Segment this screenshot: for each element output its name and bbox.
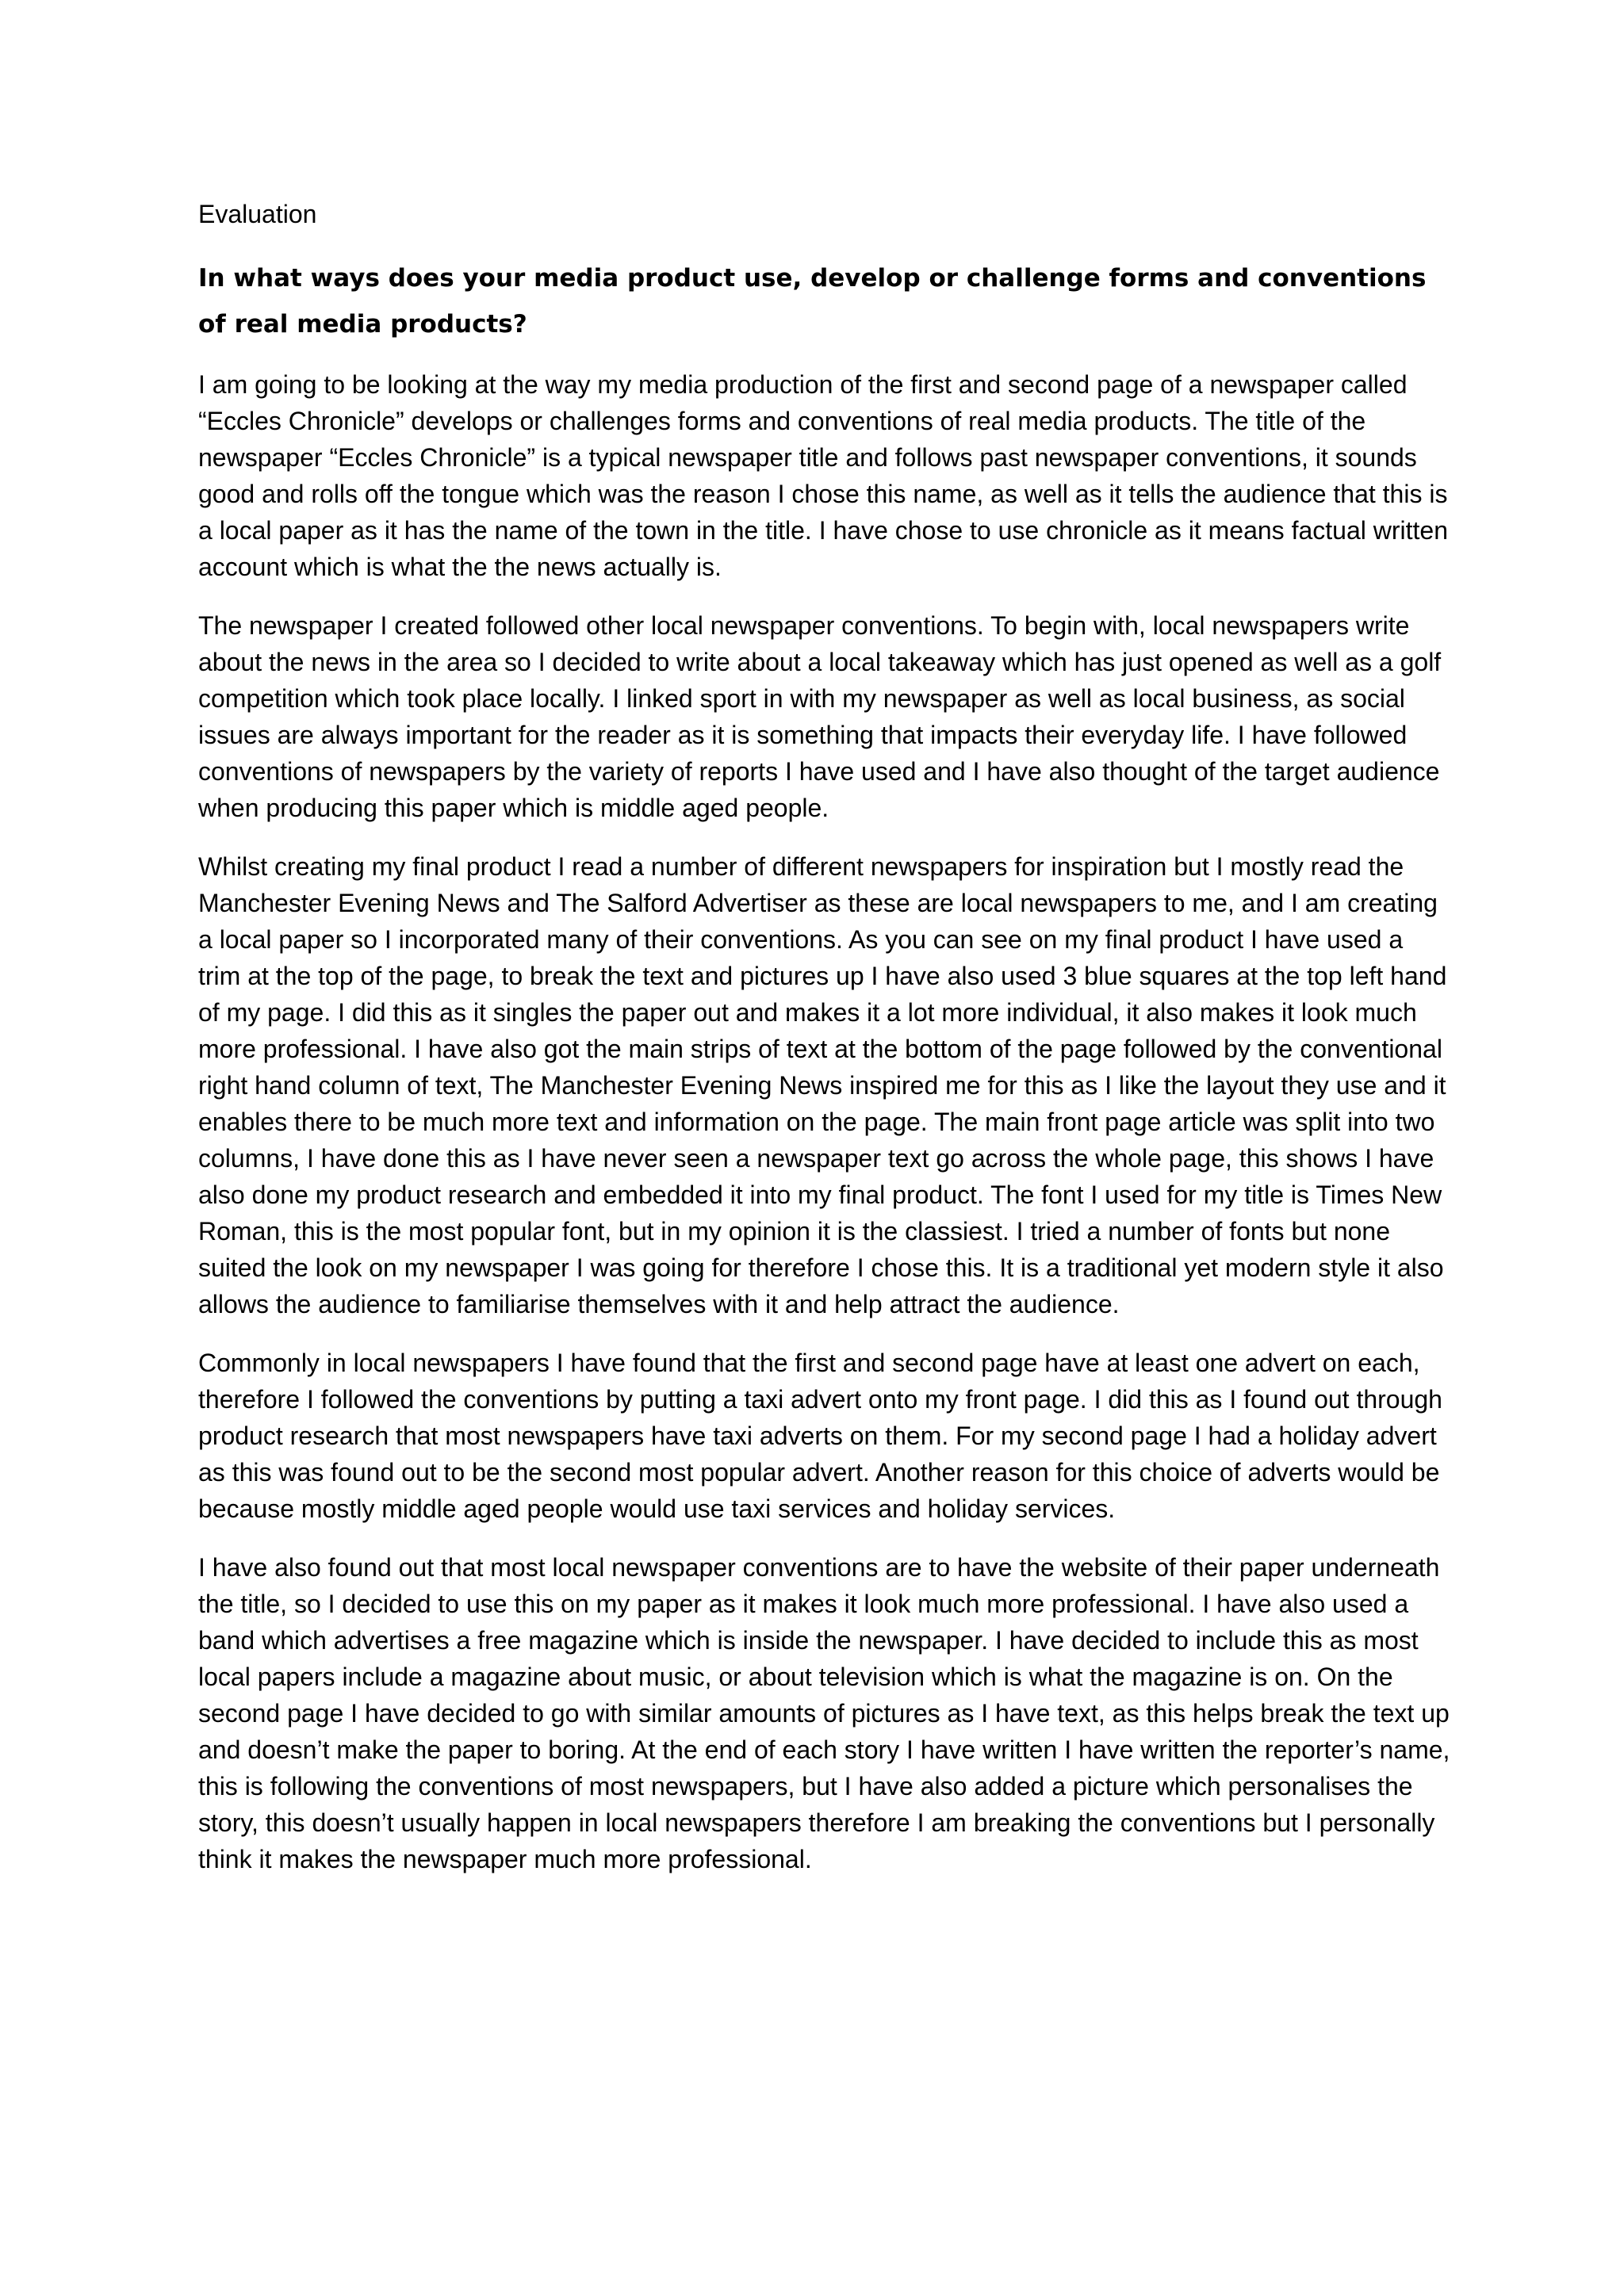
paragraph-2: The newspaper I created followed other local newspaper conventions. To begin with, local newspapers write about the news in the area so I decided to write about a local takeaway which has just opened as well as a golf competition which took place locally. I linked sport in with my newspaper as well as local business, as social issues are always important for the reader as it is something that impacts their everyday life. I have followed conventions of newspapers by the variety of reports I have used and I have also thought of the target audience when producing this paper which is middle aged people. [198, 611, 1442, 822]
paragraph-1: I am going to be looking at the way my media production of the first and second page of a newspaper called “Eccles Chronicle” develops or challenges forms and conventions of real media products. The title of the newspaper “Eccles Chronicle” is a typical newspaper title and follows past newspaper conventions, it sounds good and rolls off the tongue which was the reason I chose this name, as well as it tells the audience that this is a local paper as it has the name of the town in the title. I have chose to use chronicle as it means factual written account which is what the the news actually is. [198, 370, 1448, 581]
document-page [198, 197, 1451, 1900]
paragraph-5: I have also found out that most local newspaper conventions are to have the website of their paper underneath the title, so I decided to use this on my paper as it makes it look much more professional. I have also used a band which advertises a free magazine which is inside the newspaper. I have decided to include this as most local papers include a magazine about music, or about television which is what the magazine is on. On the second page I have decided to go with similar amounts of pictures as I have text, as this helps break the text up and doesn’t make the paper to boring. At the end of each story I have written I have written the reporter’s name, this is following the conventions of most newspapers, but I have also added a picture which personalises the story, this doesn’t usually happen in local newspapers therefore I am breaking the conventions but I personally think it makes the newspaper much more professional. [198, 1553, 1450, 1873]
document-label: Evaluation [198, 200, 317, 228]
paragraph-3: Whilst creating my final product I read a number of different newspapers for inspiration but I mostly read the Manchester Evening News and The Salford Advertiser as these are local newspapers to me, and I am creating a local paper so I incorporated many of their conventions. As you can see on my final product I have used a trim at the top of the page, to break the text and pictures up I have also used 3 blue squares at the top left hand of my page. I did this as it singles the paper out and makes it a lot more individual, it also makes it look much more professional. I have also got the main strips of text at the bottom of the page followed by the conventional right hand column of text, The Manchester Evening News inspired me for this as I like the layout they use and it enables there to be much more text and information on the page. The main front page article was split into two columns, I have done this as I have never seen a newspaper text go across the whole page, this shows I have also done my product research and embedded it into my final product. The font I used for my title is Times New Roman, this is the most popular font, but in my opinion it is the classiest. I tried a number of fonts but none suited the look on my newspaper I was going for therefore I chose this. It is a traditional yet modern style it also allows the audience to familiarise themselves with it and help attract the audience. [198, 852, 1447, 1318]
paragraph-4: Commonly in local newspapers I have found that the first and second page have at least one advert on each, therefore I followed the conventions by putting a taxi advert onto my front page. I did this as I found out through product research that most newspapers have taxi adverts on them. For my second page I had a holiday advert as this was found out to be the second most popular advert. Another reason for this choice of adverts would be because mostly middle aged people would use taxi services and holiday services. [198, 1349, 1442, 1523]
evaluation-question-heading: In what ways does your media product use, develop or challenge forms and conventions of real media products? [198, 264, 1427, 339]
